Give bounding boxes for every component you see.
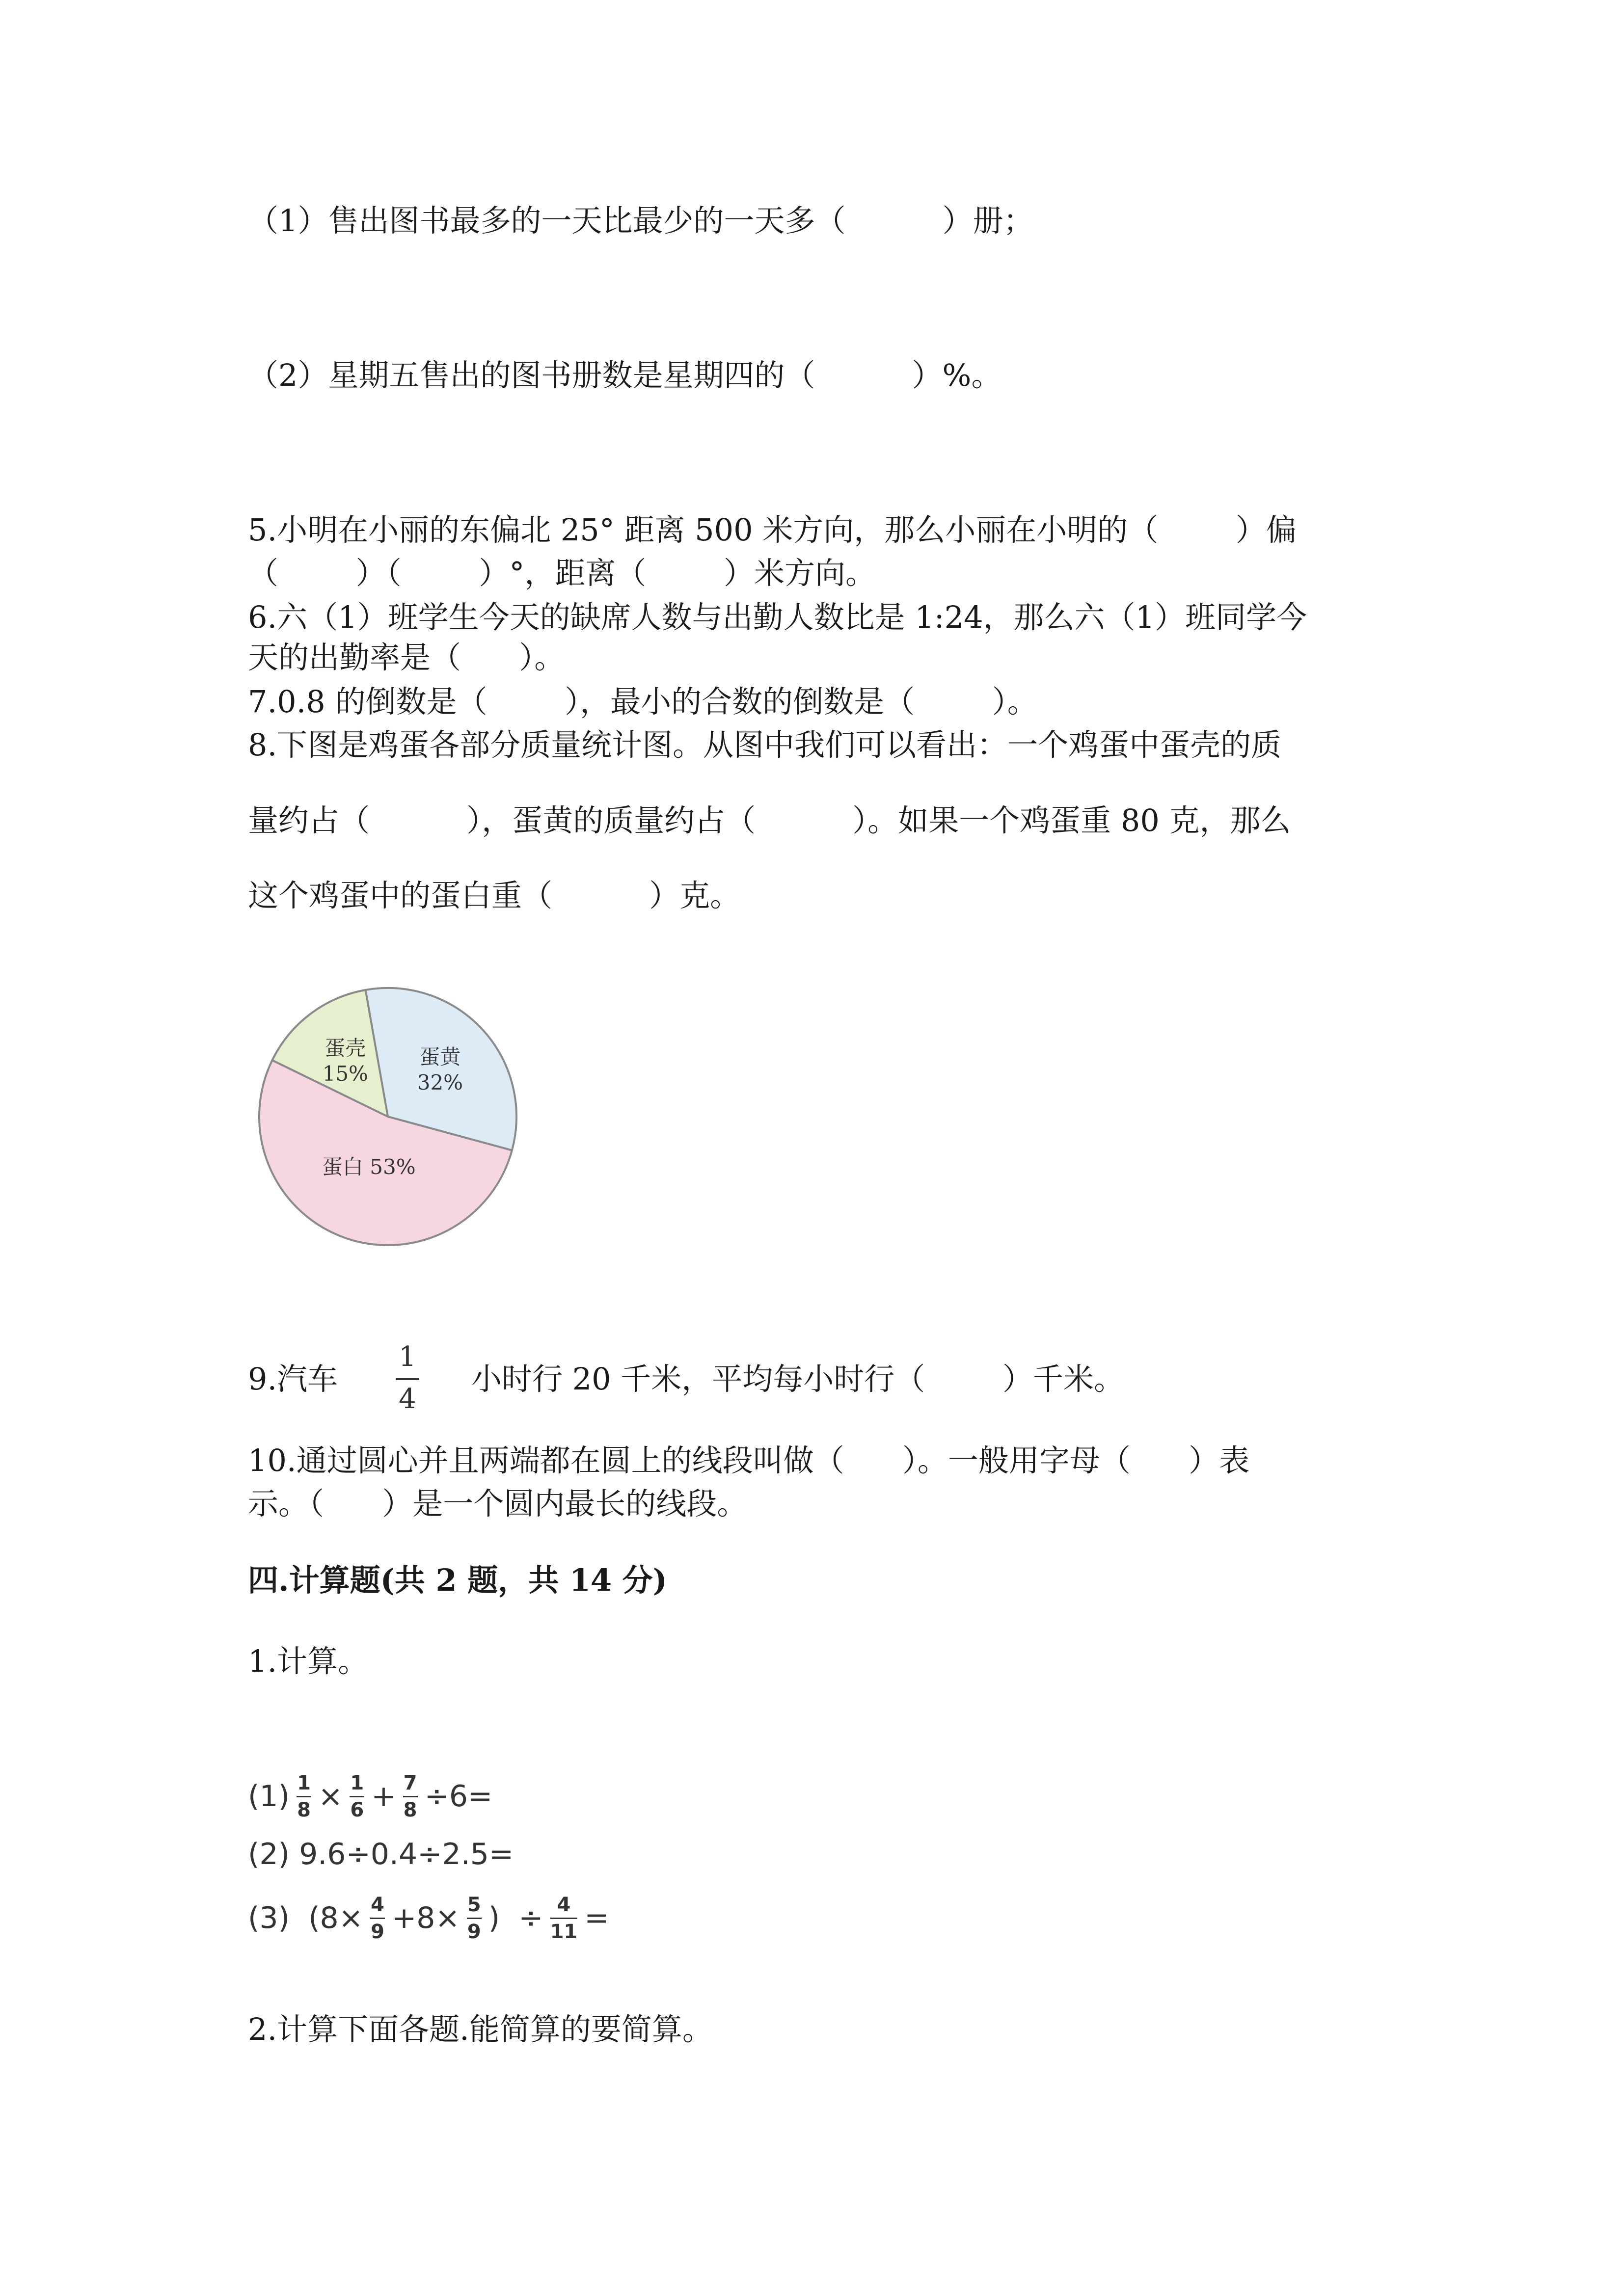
pie-label-2 <box>322 1155 416 1179</box>
question-6-line1: 6.六（1）班学生今天的缺席人数与出勤人数比是 1:24，那么六（1）班同学今 <box>248 599 1307 635</box>
fraction-bar <box>396 1378 419 1380</box>
calc-1-label: (1) <box>248 1779 290 1814</box>
svg-text:蛋壳: 蛋壳 <box>325 1036 366 1060</box>
question-8-line2: 量约占（ ），蛋黄的质量约占（ ）。如果一个鸡蛋重 80 克，那么 <box>248 802 1291 838</box>
plus-sign: + <box>371 1779 396 1814</box>
svg-text:蛋白 53%: 蛋白 53% <box>322 1155 416 1179</box>
question-9-fraction <box>393 1340 422 1423</box>
question-9-suffix: 小时行 20 千米，平均每小时行（ ）千米。 <box>471 1361 1124 1397</box>
calc-row-2 <box>248 1825 514 1884</box>
question-6-line2: 天的出勤率是（ ）。 <box>248 640 565 675</box>
question-7: 7.0.8 的倒数是（ ），最小的合数的倒数是（ ）。 <box>248 684 1038 720</box>
question-5-line1: 5.小明在小丽的东偏北 25° 距离 500 米方向，那么小丽在小明的（ ）偏 <box>248 512 1297 548</box>
fraction-a: 1 8 <box>297 1771 311 1821</box>
question-9-prefix: 9.汽车 <box>248 1361 338 1397</box>
fraction-numerator: 1 <box>399 1341 416 1373</box>
calc-2-text: (2) 9.6÷0.4÷2.5= <box>248 1837 514 1871</box>
question-10-line1: 10.通过圆心并且两端都在圆上的线段叫做（ ）。一般用字母（ ）表 <box>248 1442 1250 1478</box>
fraction-a: 4 9 <box>371 1893 384 1943</box>
fraction-denominator: 4 <box>399 1383 416 1415</box>
calc-1-tail: ÷6= <box>424 1779 493 1814</box>
question-5-line2: （ ）（ ）°，距离（ ）米方向。 <box>248 555 876 591</box>
calc-3-mid: +8× <box>392 1901 460 1935</box>
times-sign: × <box>318 1779 343 1814</box>
question-8-line3: 这个鸡蛋中的蛋白重（ ）克。 <box>248 878 741 913</box>
question-4-1: （1）售出图书最多的一天比最少的一天多（ ）册； <box>248 203 1034 239</box>
fraction-b: 1 6 <box>350 1771 364 1821</box>
fraction-b: 5 9 <box>467 1893 481 1943</box>
question-10-line2: 示。（ ）是一个圆内最长的线段。 <box>248 1486 748 1522</box>
problem-2-title: 2.计算下面各题.能简算的要简算。 <box>248 2011 713 2047</box>
fraction-c: 7 8 <box>403 1771 417 1821</box>
calc-row-1 <box>248 1767 492 1826</box>
question-4-2: （2）星期五售出的图书册数是星期四的（ ）%。 <box>248 357 1002 393</box>
svg-text:32%: 32% <box>417 1070 463 1095</box>
calc-row-3 <box>248 1889 609 1948</box>
problem-1-title: 1.计算。 <box>248 1643 369 1679</box>
question-8-line1: 8.下图是鸡蛋各部分质量统计图。从图中我们可以看出：一个鸡蛋中蛋壳的质 <box>248 727 1282 763</box>
section-4-title: 四.计算题(共 2 题，共 14 分) <box>248 1562 668 1598</box>
calc-3-close: ) ÷ <box>488 1901 543 1935</box>
calc-3-tail: = <box>584 1901 609 1935</box>
egg-composition-pie-chart <box>250 979 525 1254</box>
svg-text:蛋黄: 蛋黄 <box>419 1044 461 1069</box>
fraction-c: 4 11 <box>550 1893 578 1943</box>
svg-text:15%: 15% <box>322 1061 368 1086</box>
calc-3-head: (3) (8× <box>248 1901 363 1935</box>
